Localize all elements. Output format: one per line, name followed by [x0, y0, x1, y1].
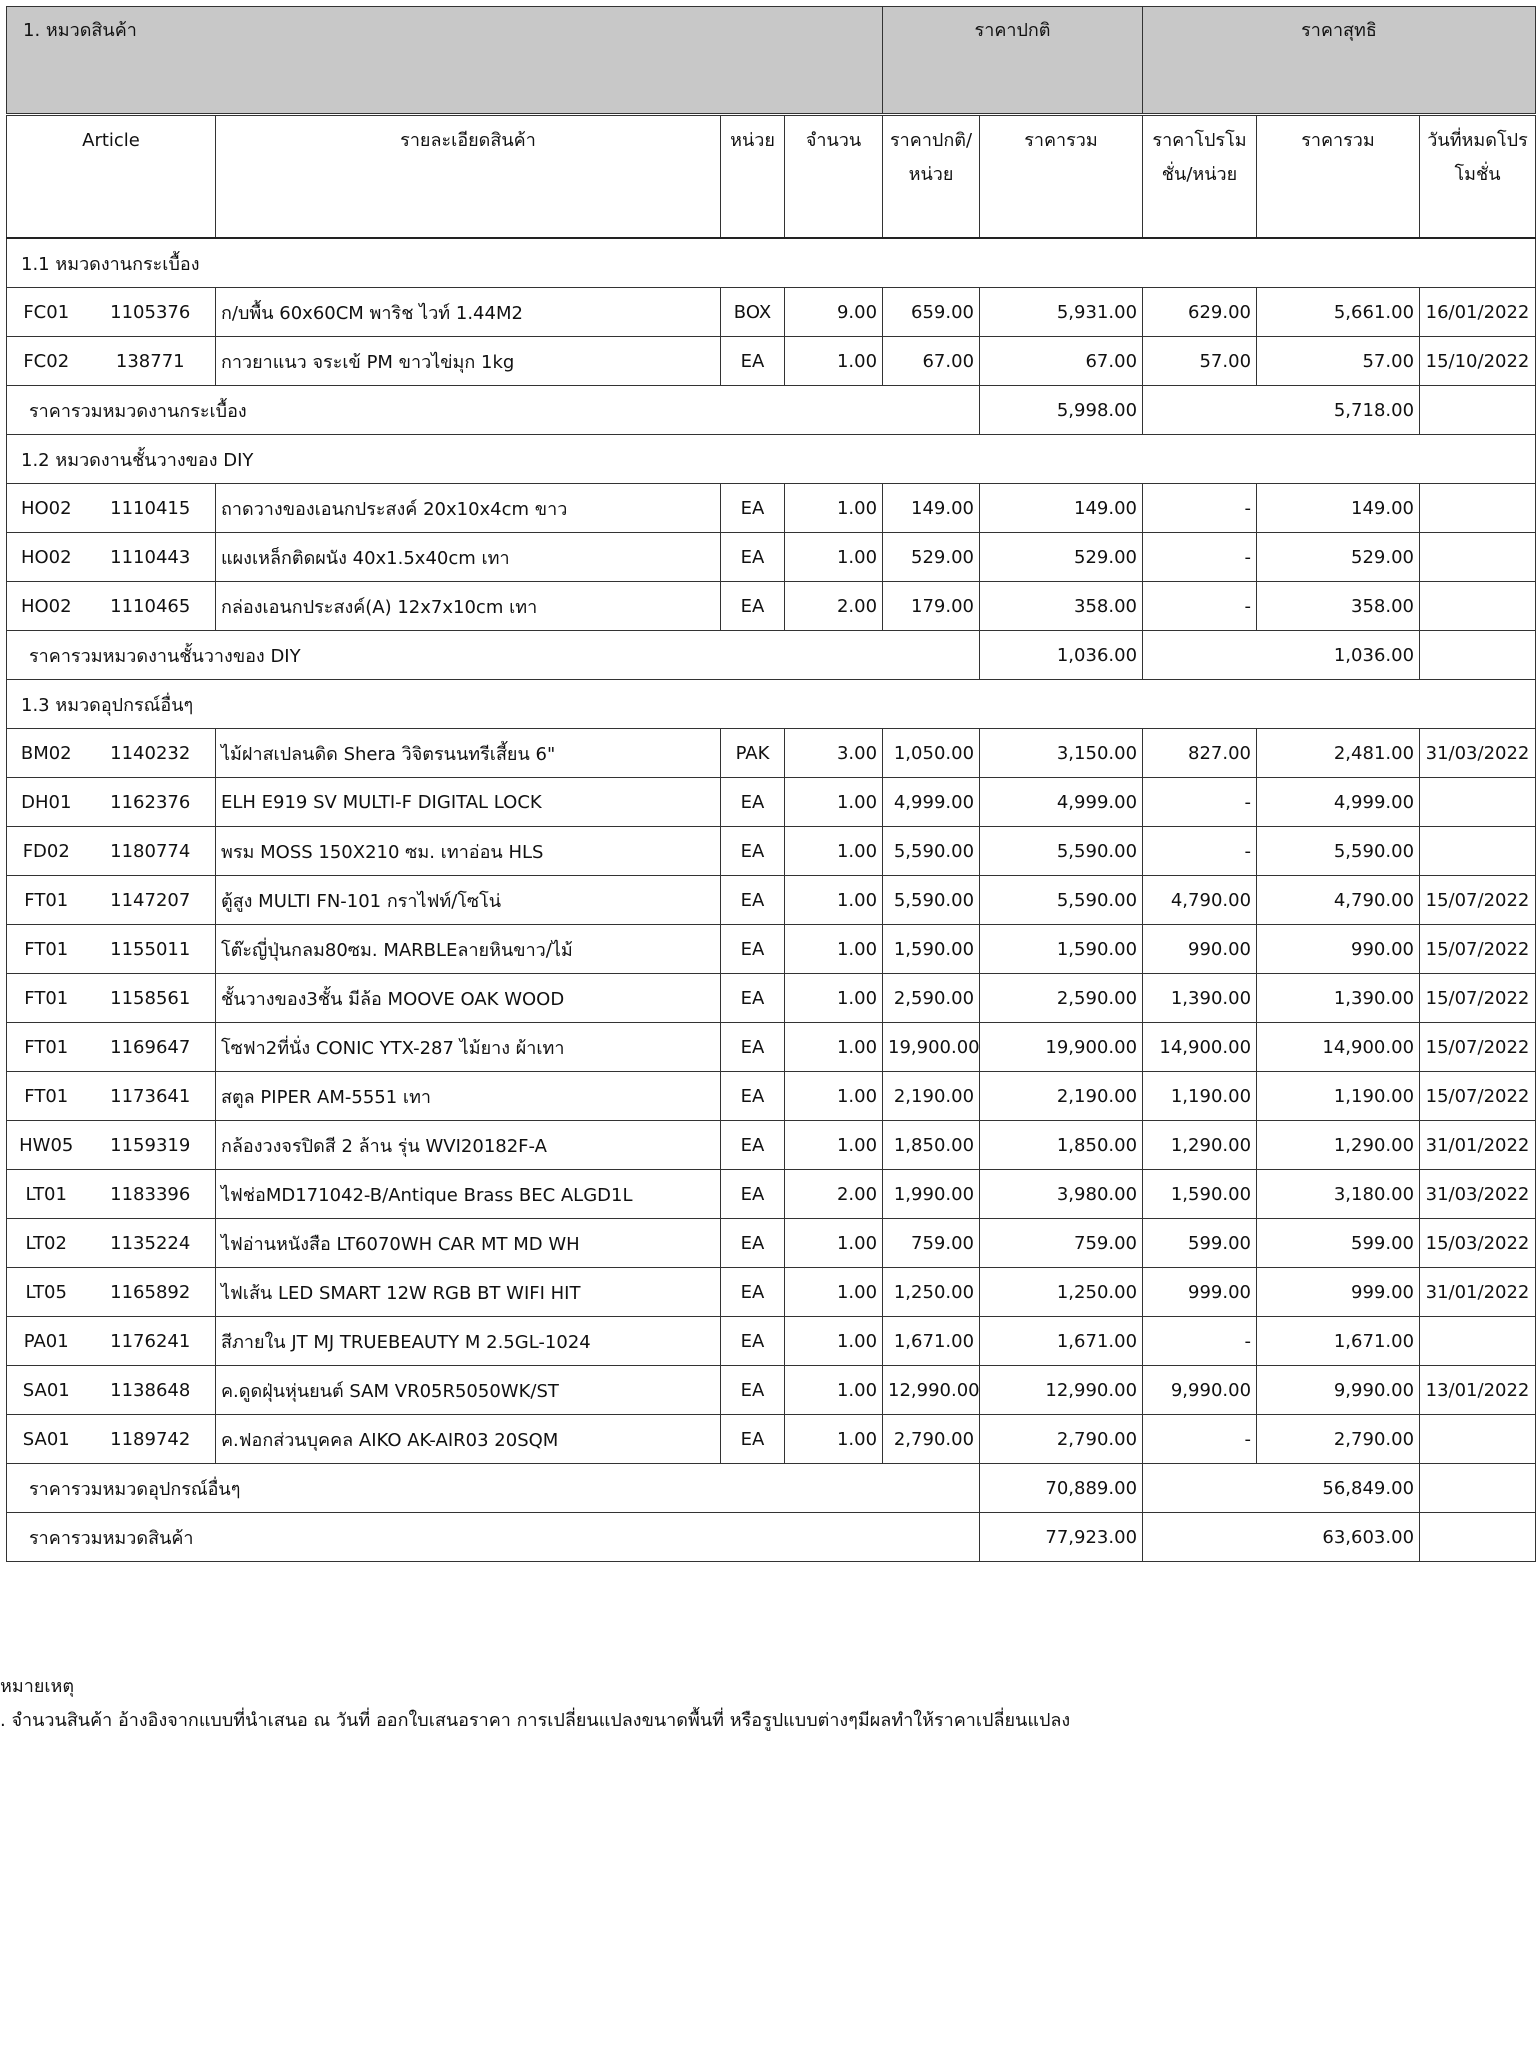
table-row: [7, 337, 1536, 386]
item-net-total: 529.00: [1257, 533, 1420, 582]
item-description: สตูล PIPER AM-5551 เทา: [216, 1072, 721, 1121]
item-description: ELH E919 SV MULTI-F DIGITAL LOCK: [216, 778, 721, 827]
item-unit: EA: [721, 925, 785, 974]
item-regular-unit-price: 2,590.00: [883, 974, 980, 1023]
col-unit-header: หน่วย: [721, 115, 785, 239]
item-net-total: 2,481.00: [1257, 729, 1420, 778]
item-unit: EA: [721, 1170, 785, 1219]
item-article: 1155011: [86, 925, 216, 974]
item-description: ถาดวางของเอนกประสงค์ 20x10x4cm ขาว: [216, 484, 721, 533]
grand-total-regular: 77,923.00: [980, 1513, 1143, 1562]
item-regular-unit-price: 1,250.00: [883, 1268, 980, 1317]
item-description: ก/บพื้น 60x60CM พาริช ไวท์ 1.44M2: [216, 288, 721, 337]
table-row: [7, 582, 1536, 631]
item-regular-unit-price: 149.00: [883, 484, 980, 533]
item-qty: 1.00: [785, 1219, 883, 1268]
item-regular-total: 358.00: [980, 582, 1143, 631]
item-qty: 1.00: [785, 827, 883, 876]
subtotal-empty: [1420, 631, 1536, 680]
table-row: [7, 778, 1536, 827]
table-row: [7, 925, 1536, 974]
subtotal-row: [7, 1464, 1536, 1513]
item-unit: EA: [721, 1023, 785, 1072]
item-unit: EA: [721, 827, 785, 876]
item-promo-unit-price: 9,990.00: [1143, 1366, 1257, 1415]
item-unit: EA: [721, 484, 785, 533]
table-row: [7, 974, 1536, 1023]
item-code: SA01: [7, 1415, 86, 1464]
item-qty: 1.00: [785, 1317, 883, 1366]
item-promo-unit-price: 57.00: [1143, 337, 1257, 386]
item-code: FT01: [7, 925, 86, 974]
item-qty: 9.00: [785, 288, 883, 337]
item-code: BM02: [7, 729, 86, 778]
item-code: FT01: [7, 1023, 86, 1072]
item-promo-unit-price: 999.00: [1143, 1268, 1257, 1317]
category-row: [7, 680, 1536, 729]
item-article: 1158561: [86, 974, 216, 1023]
item-net-total: 4,790.00: [1257, 876, 1420, 925]
item-promo-end-date: 31/01/2022: [1420, 1268, 1536, 1317]
item-article: 1110443: [86, 533, 216, 582]
subtotal-regular: 70,889.00: [980, 1464, 1143, 1513]
item-promo-end-date: 15/07/2022: [1420, 974, 1536, 1023]
subtotal-empty: [1420, 1464, 1536, 1513]
subtotal-label: ราคารวมหมวดงานกระเบื้อง: [7, 386, 980, 435]
item-qty: 2.00: [785, 582, 883, 631]
table-row: [7, 288, 1536, 337]
item-regular-total: 67.00: [980, 337, 1143, 386]
item-description: ไม้ฝาสเปลนดิด Shera วิจิตรนนทรีเสี้ยน 6": [216, 729, 721, 778]
item-promo-unit-price: 599.00: [1143, 1219, 1257, 1268]
item-regular-total: 4,999.00: [980, 778, 1143, 827]
item-promo-end-date: 15/07/2022: [1420, 1072, 1536, 1121]
table-row: [7, 1366, 1536, 1415]
item-regular-total: 529.00: [980, 533, 1143, 582]
category-title-cell: 1.3 หมวดอุปกรณ์อื่นๆ: [7, 680, 1536, 729]
category-title-cell: 1.2 หมวดงานชั้นวางของ DIY: [7, 435, 1536, 484]
item-regular-unit-price: 19,900.00: [883, 1023, 980, 1072]
category-title-cell: 1.1 หมวดงานกระเบื้อง: [7, 238, 1536, 288]
col-regular-total-header: ราคารวม: [980, 115, 1143, 239]
item-promo-end-date: 15/10/2022: [1420, 337, 1536, 386]
subtotal-row: [7, 386, 1536, 435]
item-regular-total: 2,190.00: [980, 1072, 1143, 1121]
item-unit: BOX: [721, 288, 785, 337]
item-code: FC02: [7, 337, 86, 386]
item-qty: 1.00: [785, 1268, 883, 1317]
table-row: [7, 1415, 1536, 1464]
item-regular-total: 5,590.00: [980, 876, 1143, 925]
item-description: ไฟอ่านหนังสือ LT6070WH CAR MT MD WH: [216, 1219, 721, 1268]
header-row-columns: [7, 115, 1536, 239]
item-qty: 1.00: [785, 778, 883, 827]
regular-price-group-header: ราคาปกติ: [883, 7, 1143, 115]
item-unit: EA: [721, 974, 785, 1023]
category-title: 1. หมวดสินค้า: [7, 7, 883, 115]
item-code: HW05: [7, 1121, 86, 1170]
category-row: [7, 238, 1536, 288]
item-code: HO02: [7, 582, 86, 631]
item-qty: 1.00: [785, 925, 883, 974]
subtotal-empty: [1420, 386, 1536, 435]
item-promo-unit-price: -: [1143, 778, 1257, 827]
item-regular-total: 5,590.00: [980, 827, 1143, 876]
table-row: [7, 1023, 1536, 1072]
item-regular-unit-price: 529.00: [883, 533, 980, 582]
item-promo-unit-price: -: [1143, 827, 1257, 876]
item-description: กาวยาแนว จระเข้ PM ขาวไข่มุก 1kg: [216, 337, 721, 386]
item-article: 1173641: [86, 1072, 216, 1121]
item-unit: EA: [721, 876, 785, 925]
item-article: 1105376: [86, 288, 216, 337]
col-qty-header: จำนวน: [785, 115, 883, 239]
item-promo-end-date: 15/07/2022: [1420, 925, 1536, 974]
item-qty: 1.00: [785, 1415, 883, 1464]
item-promo-end-date: [1420, 484, 1536, 533]
item-promo-unit-price: -: [1143, 582, 1257, 631]
item-code: HO02: [7, 484, 86, 533]
category-row: [7, 435, 1536, 484]
item-code: PA01: [7, 1317, 86, 1366]
item-regular-total: 149.00: [980, 484, 1143, 533]
item-qty: 1.00: [785, 1366, 883, 1415]
item-promo-end-date: [1420, 582, 1536, 631]
item-net-total: 14,900.00: [1257, 1023, 1420, 1072]
item-promo-end-date: 31/03/2022: [1420, 1170, 1536, 1219]
item-code: FT01: [7, 974, 86, 1023]
table-row: [7, 1317, 1536, 1366]
item-regular-unit-price: 659.00: [883, 288, 980, 337]
item-regular-total: 1,250.00: [980, 1268, 1143, 1317]
item-qty: 1.00: [785, 1121, 883, 1170]
item-description: แผงเหล็กติดผนัง 40x1.5x40cm เทา: [216, 533, 721, 582]
item-promo-end-date: 16/01/2022: [1420, 288, 1536, 337]
item-promo-unit-price: 4,790.00: [1143, 876, 1257, 925]
item-net-total: 149.00: [1257, 484, 1420, 533]
item-code: FC01: [7, 288, 86, 337]
item-unit: EA: [721, 533, 785, 582]
item-promo-end-date: 31/01/2022: [1420, 1121, 1536, 1170]
grand-total-net: 63,603.00: [1143, 1513, 1420, 1562]
item-net-total: 990.00: [1257, 925, 1420, 974]
item-promo-end-date: 15/07/2022: [1420, 876, 1536, 925]
grand-total-label: ราคารวมหมวดสินค้า: [7, 1513, 980, 1562]
col-promo-end-header: วันที่หมดโปรโมชั่น: [1420, 115, 1536, 239]
item-promo-unit-price: 14,900.00: [1143, 1023, 1257, 1072]
item-promo-end-date: [1420, 778, 1536, 827]
item-article: 1189742: [86, 1415, 216, 1464]
item-net-total: 9,990.00: [1257, 1366, 1420, 1415]
subtotal-net: 56,849.00: [1143, 1464, 1420, 1513]
item-unit: EA: [721, 1121, 785, 1170]
item-regular-total: 1,850.00: [980, 1121, 1143, 1170]
item-code: FT01: [7, 876, 86, 925]
item-unit: EA: [721, 1268, 785, 1317]
item-description: กล้องวงจรปิดสี 2 ล้าน รุ่น WVI20182F-A: [216, 1121, 721, 1170]
item-qty: 1.00: [785, 1023, 883, 1072]
item-description: ค.ฟอกส่วนบุคคล AIKO AK-AIR03 20SQM: [216, 1415, 721, 1464]
item-promo-end-date: [1420, 1317, 1536, 1366]
item-qty: 1.00: [785, 974, 883, 1023]
item-article: 1110415: [86, 484, 216, 533]
item-description: ค.ดูดฝุ่นหุ่นยนต์ SAM VR05R5050WK/ST: [216, 1366, 721, 1415]
table-row: [7, 1072, 1536, 1121]
item-qty: 1.00: [785, 1072, 883, 1121]
item-regular-unit-price: 1,671.00: [883, 1317, 980, 1366]
item-regular-unit-price: 759.00: [883, 1219, 980, 1268]
col-article-header: Article: [7, 115, 216, 239]
item-net-total: 1,671.00: [1257, 1317, 1420, 1366]
item-code: DH01: [7, 778, 86, 827]
item-promo-end-date: [1420, 1415, 1536, 1464]
item-unit: EA: [721, 778, 785, 827]
notes-title: หมายเหตุ: [0, 1676, 75, 1697]
item-unit: EA: [721, 582, 785, 631]
subtotal-net: 5,718.00: [1143, 386, 1420, 435]
item-description: โต๊ะญี่ปุ่นกลม80ซม. MARBLEลายหินขาว/ไม้: [216, 925, 721, 974]
col-promo-unit-price-header: ราคาโปรโมชั่น/หน่วย: [1143, 115, 1257, 239]
item-regular-unit-price: 179.00: [883, 582, 980, 631]
item-net-total: 1,390.00: [1257, 974, 1420, 1023]
table-row: [7, 1268, 1536, 1317]
subtotal-label: ราคารวมหมวดงานชั้นวางของ DIY: [7, 631, 980, 680]
col-regular-unit-price-header: ราคาปกติ/หน่วย: [883, 115, 980, 239]
table-row: [7, 827, 1536, 876]
item-regular-total: 2,590.00: [980, 974, 1143, 1023]
item-code: LT02: [7, 1219, 86, 1268]
item-regular-total: 19,900.00: [980, 1023, 1143, 1072]
item-regular-unit-price: 1,590.00: [883, 925, 980, 974]
item-regular-unit-price: 1,850.00: [883, 1121, 980, 1170]
item-promo-unit-price: 1,390.00: [1143, 974, 1257, 1023]
item-net-total: 2,790.00: [1257, 1415, 1420, 1464]
item-regular-unit-price: 1,990.00: [883, 1170, 980, 1219]
item-promo-end-date: 31/03/2022: [1420, 729, 1536, 778]
item-description: ไฟช่อMD171042-B/Antique Brass BEC ALGD1L: [216, 1170, 721, 1219]
item-net-total: 57.00: [1257, 337, 1420, 386]
item-net-total: 5,661.00: [1257, 288, 1420, 337]
item-promo-unit-price: -: [1143, 533, 1257, 582]
subtotal-row: [7, 631, 1536, 680]
item-article: 1162376: [86, 778, 216, 827]
col-net-total-header: ราคารวม: [1257, 115, 1420, 239]
item-regular-unit-price: 2,190.00: [883, 1072, 980, 1121]
item-description: ตู้สูง MULTI FN-101 กราไฟท์/โซโน่: [216, 876, 721, 925]
item-article: 1138648: [86, 1366, 216, 1415]
subtotal-regular: 5,998.00: [980, 386, 1143, 435]
item-code: LT01: [7, 1170, 86, 1219]
item-net-total: 358.00: [1257, 582, 1420, 631]
item-code: FD02: [7, 827, 86, 876]
notes-line-1: . จำนวนสินค้า อ้างอิงจากแบบที่นำเสนอ ณ วันที่ ออกใบเสนอราคา การเปลี่ยนแปลงขนาดพื้นที่ หรือรูปแบบต่างๆมีผลทำให้ราคาเปลี่ยนแปลง: [0, 1710, 1071, 1731]
item-net-total: 599.00: [1257, 1219, 1420, 1268]
quotation-table: [6, 6, 1536, 1562]
item-article: 1176241: [86, 1317, 216, 1366]
item-net-total: 5,590.00: [1257, 827, 1420, 876]
item-regular-unit-price: 2,790.00: [883, 1415, 980, 1464]
item-promo-unit-price: -: [1143, 484, 1257, 533]
item-unit: EA: [721, 1219, 785, 1268]
item-unit: EA: [721, 1366, 785, 1415]
item-regular-total: 3,980.00: [980, 1170, 1143, 1219]
grand-total-row: [7, 1513, 1536, 1562]
item-promo-end-date: [1420, 533, 1536, 582]
item-code: HO02: [7, 533, 86, 582]
item-promo-end-date: 15/07/2022: [1420, 1023, 1536, 1072]
subtotal-net: 1,036.00: [1143, 631, 1420, 680]
item-net-total: 3,180.00: [1257, 1170, 1420, 1219]
item-promo-unit-price: 629.00: [1143, 288, 1257, 337]
item-description: สีภายใน JT MJ TRUEBEAUTY M 2.5GL-1024: [216, 1317, 721, 1366]
item-regular-total: 5,931.00: [980, 288, 1143, 337]
item-regular-unit-price: 12,990.00: [883, 1366, 980, 1415]
item-promo-unit-price: -: [1143, 1317, 1257, 1366]
table-row: [7, 1121, 1536, 1170]
grand-total-empty: [1420, 1513, 1536, 1562]
notes-section: [0, 1670, 1070, 1738]
item-regular-unit-price: 67.00: [883, 337, 980, 386]
item-promo-unit-price: 1,290.00: [1143, 1121, 1257, 1170]
item-regular-unit-price: 1,050.00: [883, 729, 980, 778]
item-promo-unit-price: -: [1143, 1415, 1257, 1464]
item-net-total: 1,190.00: [1257, 1072, 1420, 1121]
item-unit: EA: [721, 1415, 785, 1464]
item-article: 1135224: [86, 1219, 216, 1268]
table-row: [7, 484, 1536, 533]
item-promo-end-date: [1420, 827, 1536, 876]
item-regular-total: 3,150.00: [980, 729, 1143, 778]
item-regular-total: 2,790.00: [980, 1415, 1143, 1464]
item-unit: EA: [721, 1072, 785, 1121]
item-qty: 2.00: [785, 1170, 883, 1219]
item-article: 1165892: [86, 1268, 216, 1317]
item-unit: EA: [721, 337, 785, 386]
item-unit: PAK: [721, 729, 785, 778]
item-article: 1159319: [86, 1121, 216, 1170]
item-regular-total: 1,590.00: [980, 925, 1143, 974]
item-promo-end-date: 15/03/2022: [1420, 1219, 1536, 1268]
table-row: [7, 876, 1536, 925]
net-price-group-header: ราคาสุทธิ: [1143, 7, 1536, 115]
item-code: FT01: [7, 1072, 86, 1121]
item-promo-end-date: 13/01/2022: [1420, 1366, 1536, 1415]
item-article: 1180774: [86, 827, 216, 876]
item-description: ชั้นวางของ3ชั้น มีล้อ MOOVE OAK WOOD: [216, 974, 721, 1023]
col-description-header: รายละเอียดสินค้า: [216, 115, 721, 239]
item-description: โซฟา2ที่นั่ง CONIC YTX-287 ไม้ยาง ผ้าเทา: [216, 1023, 721, 1072]
item-promo-unit-price: 1,190.00: [1143, 1072, 1257, 1121]
item-article: 1110465: [86, 582, 216, 631]
item-description: พรม MOSS 150X210 ซม. เทาอ่อน HLS: [216, 827, 721, 876]
item-net-total: 999.00: [1257, 1268, 1420, 1317]
item-description: ไฟเส้น LED SMART 12W RGB BT WIFI HIT: [216, 1268, 721, 1317]
table-row: [7, 1219, 1536, 1268]
item-qty: 1.00: [785, 484, 883, 533]
item-description: กล่องเอนกประสงค์(A) 12x7x10cm เทา: [216, 582, 721, 631]
item-article: 1169647: [86, 1023, 216, 1072]
item-qty: 1.00: [785, 533, 883, 582]
item-article: 1183396: [86, 1170, 216, 1219]
table-row: [7, 533, 1536, 582]
item-code: LT05: [7, 1268, 86, 1317]
item-qty: 1.00: [785, 876, 883, 925]
item-regular-unit-price: 4,999.00: [883, 778, 980, 827]
item-net-total: 4,999.00: [1257, 778, 1420, 827]
item-promo-unit-price: 990.00: [1143, 925, 1257, 974]
subtotal-label: ราคารวมหมวดอุปกรณ์อื่นๆ: [7, 1464, 980, 1513]
item-regular-unit-price: 5,590.00: [883, 827, 980, 876]
item-regular-unit-price: 5,590.00: [883, 876, 980, 925]
header-row-top: [7, 7, 1536, 115]
item-regular-total: 12,990.00: [980, 1366, 1143, 1415]
subtotal-regular: 1,036.00: [980, 631, 1143, 680]
item-unit: EA: [721, 1317, 785, 1366]
table-row: [7, 729, 1536, 778]
item-code: SA01: [7, 1366, 86, 1415]
item-article: 1140232: [86, 729, 216, 778]
item-article: 1147207: [86, 876, 216, 925]
item-promo-unit-price: 1,590.00: [1143, 1170, 1257, 1219]
item-qty: 1.00: [785, 337, 883, 386]
table-row: [7, 1170, 1536, 1219]
item-qty: 3.00: [785, 729, 883, 778]
item-regular-total: 1,671.00: [980, 1317, 1143, 1366]
item-net-total: 1,290.00: [1257, 1121, 1420, 1170]
item-article: 138771: [86, 337, 216, 386]
item-regular-total: 759.00: [980, 1219, 1143, 1268]
item-promo-unit-price: 827.00: [1143, 729, 1257, 778]
